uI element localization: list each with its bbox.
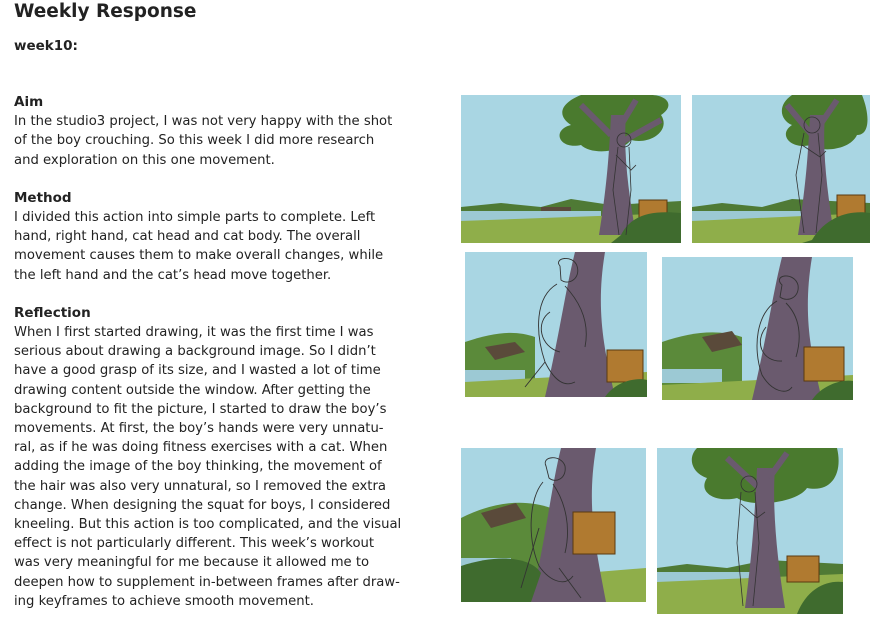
method-body: I divided this action into simple parts to complete. Left hand, right hand, cat head and cat body. The overall movement causes them to make overall changes, while the left hand and the cat’s head move together. [14, 210, 384, 283]
animation-frame-5 [461, 448, 646, 602]
aim-body: In the studio3 project, I was not very happy with the shot of the boy crouching. So this week I did more research and exploration on this one movement. [14, 114, 393, 168]
animation-frame-2 [692, 95, 870, 243]
animation-frame-4 [662, 257, 853, 400]
frame-1-illustration [461, 95, 681, 243]
animation-frame-6 [657, 448, 843, 614]
method-section [14, 189, 424, 285]
reflection-heading: Reflection [14, 304, 91, 321]
frame-3-illustration [465, 252, 647, 397]
aim-section [14, 93, 424, 170]
reflection-body: When I first started drawing, it was the first time I was serious about drawing a background image. So I didn’t have a good grasp of its size, and I wasted a lot of time drawing content outside the window. After getting the background to fit the picture, I started to draw the boy’s movements. At first, the boy’s hands were very unnatu- ral, as if he was doing fitness exercises with a cat. When adding the image of the boy thinking, the movement of the hair was also very unnatural, so I removed the extra change. When designing the squat for boys, I considered kneeling. But this action is too complicated, and the visual effect is not particularly different. This week’s workout was very meaningful for me because it allowed me to deepen how to supplement in-between frames after draw- ing keyframes to achieve smooth movement. [14, 325, 402, 609]
frame-5-illustration [461, 448, 646, 602]
reflection-section [14, 304, 424, 611]
frame-6-illustration [657, 448, 843, 614]
page-title: Weekly Response [14, 1, 197, 22]
animation-frame-1 [461, 95, 681, 243]
aim-heading: Aim [14, 94, 44, 110]
week-label: week10: [14, 38, 78, 54]
text-column [14, 93, 424, 630]
frame-4-illustration [662, 257, 853, 400]
animation-frame-3 [465, 252, 647, 397]
method-heading: Method [14, 189, 72, 206]
frame-2-illustration [692, 95, 870, 243]
